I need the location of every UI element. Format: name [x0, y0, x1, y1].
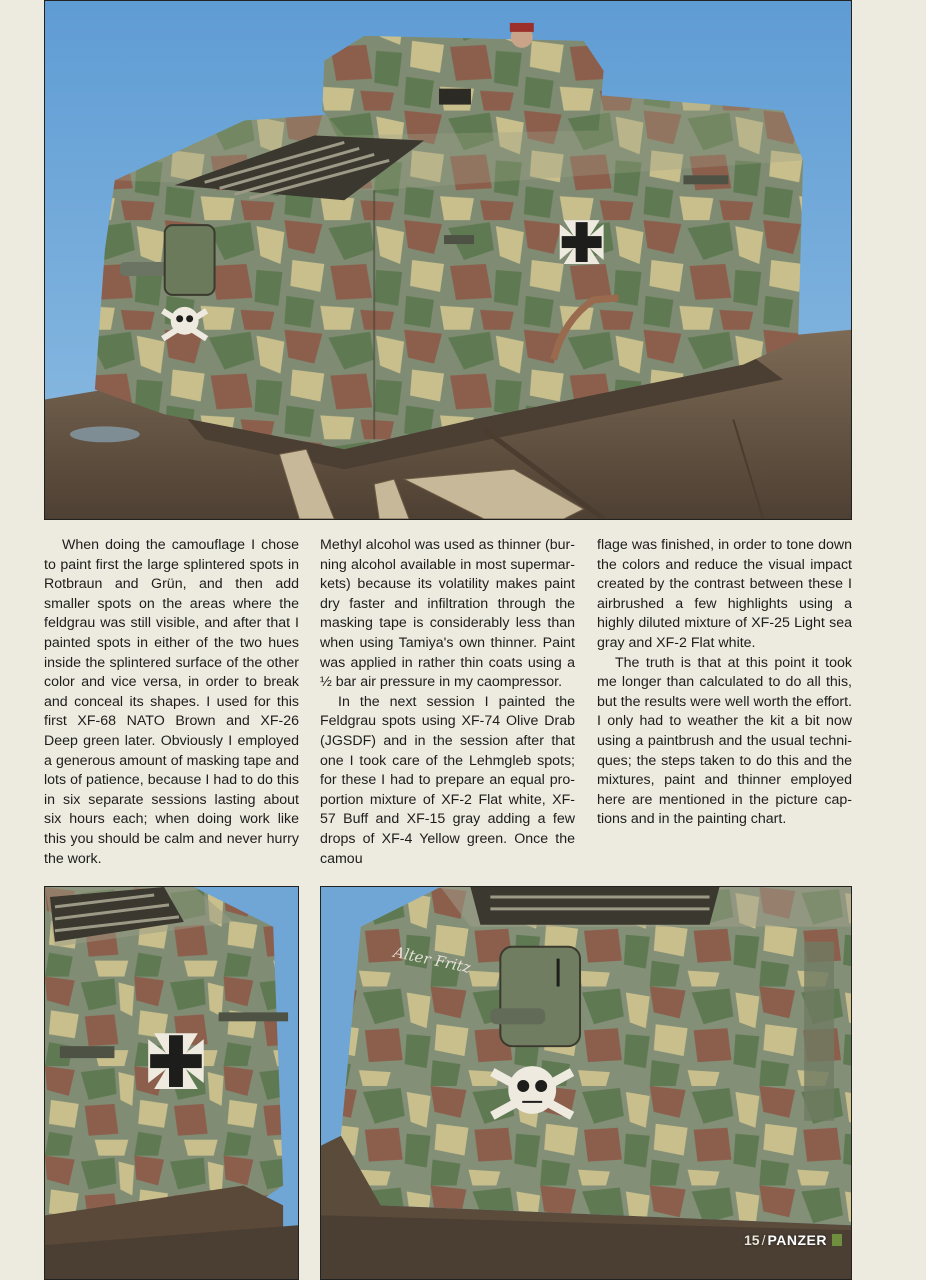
paragraph: Methyl alcohol was used as thinner (burning alcohol available in most supermarkets) because its volatility makes paint dry faster and infiltration through the masking tape is considerably less than when using Tamiya's own thinner. Paint was applied in rather thin coats using a ½ bar air pressure in my caompressor. — [320, 537, 575, 691]
page-number: 15 — [744, 1232, 760, 1248]
paragraph: flage was finished, in order to tone down the colors and reduce the visual impact created by the contrast between these I airbrushed a few highlights using a highly diluted mixture of XF-25 Light sea gray and XF-2 Flat white. — [597, 537, 852, 651]
page-folio — [744, 1231, 842, 1249]
paragraph: When doing the camouflage I chose to paint first the large splintered spots in Rotbraun and Grün, and then add smaller spots on the areas where the feldgrau was still visible, and after that I painted spots in either of the two hues inside the splintered surface of the other color and vice versa, in order to break and conceal its shapes. I used for this first XF-68 NATO Brown and XF-26 Deep green later. Obviously I employed a generous amount of masking tape and lots of patience, because I had to do this in six separate sessions lasting about six hours each; when doing work like this you should be calm and never hurry the work. — [44, 537, 299, 867]
paragraph: The truth is that at this point it took me longer than calculated to do all this, but the results were well worth the effort. I only had to weather the kit a bit now using a paintbrush and the usual techniques; the steps taken to do this and the mixtures, paint and thinner employed here are mentioned in the picture captions and in the painting chart. — [597, 654, 852, 828]
paragraph: In the next session I painted the Feldgrau spots using XF-74 Olive Drab (JGSDF) and in the session after that one I took care of the Lehmgleb spots; for these I had to prepare an equal proportion mixture of XF-2 Flat white, XF-57 Buff and XF-15 gray adding a few drops of XF-4 Yellow green. Once the camou — [320, 693, 575, 867]
magazine-name: PANZER — [767, 1232, 827, 1248]
tank-photo-main — [44, 0, 852, 520]
tank-photo-front-detail — [320, 886, 852, 1280]
folio-separator: / — [761, 1232, 766, 1248]
text-column-3 — [597, 536, 852, 830]
folio-color-tab — [832, 1234, 842, 1246]
text-column-1 — [44, 536, 299, 869]
tank-photo-side-detail — [44, 886, 299, 1280]
text-column-2 — [320, 536, 575, 869]
hull-inscription: Alter Fritz — [391, 942, 473, 977]
